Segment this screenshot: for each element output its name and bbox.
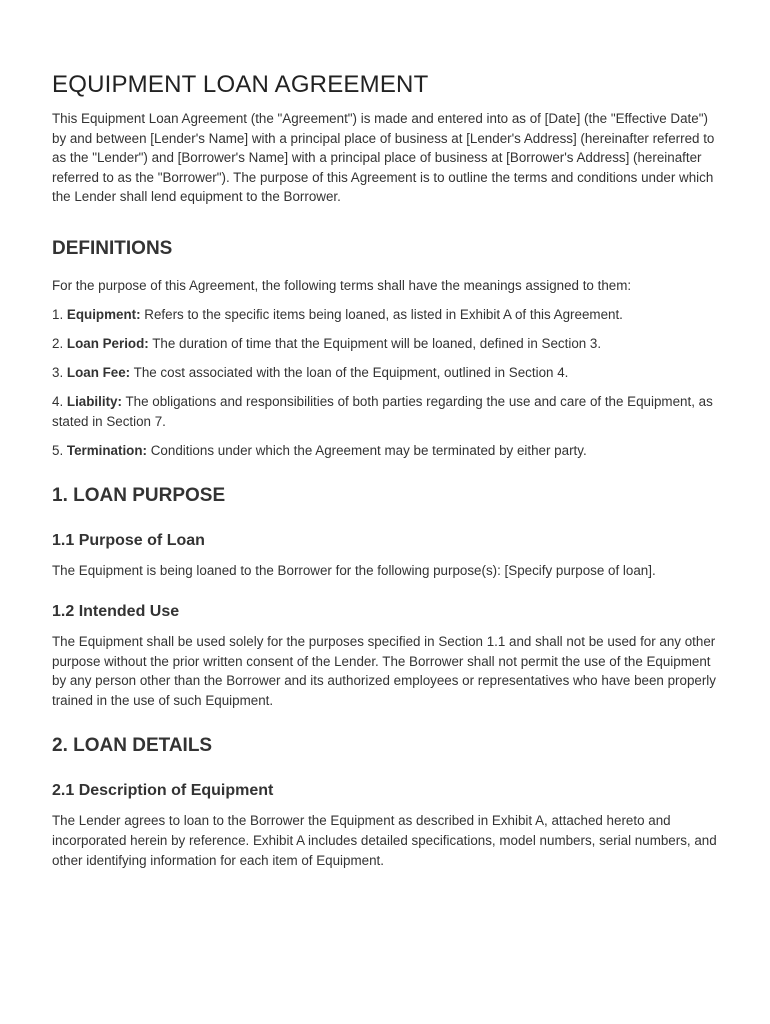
definition-text: The duration of time that the Equipment will be loaned, defined in Section 3. — [152, 335, 602, 351]
definition-item — [52, 441, 720, 461]
definition-term: Liability: — [66, 394, 122, 410]
section-1-heading: 1. LOAN PURPOSE — [52, 484, 226, 506]
section-2-heading: 2. LOAN DETAILS — [52, 735, 213, 757]
definition-item — [52, 334, 720, 354]
definition-text: The cost associated with the loan of the Equipment, outlined in Section 4. — [133, 364, 569, 380]
definition-number: 4. — [52, 394, 64, 410]
definitions-intro: For the purpose of this Agreement, the following terms shall have the meanings assigned to them: — [52, 277, 632, 293]
definition-number: 1. — [52, 306, 64, 322]
definitions-heading: DEFINITIONS — [52, 237, 173, 259]
definition-number: 5. — [52, 442, 64, 458]
definition-term: Equipment: — [66, 306, 141, 322]
definition-term: Loan Period: — [66, 335, 149, 351]
intro-paragraph: This Equipment Loan Agreement (the "Agreement") is made and entered into as of [Date] (the "Effective Date") by and between [Lender's Name] with a principal place of business at [Lender's Address] (hereinafter referred to as the "Lender") and [Borrower's Name] with a principal place of business at [Borrower's Address] (hereinafter referred to as the "Borrower"). The purpose of this Agreement is to outline the terms and conditions under which the Lender shall lend equipment to the Borrower. — [52, 111, 715, 205]
section-2-1-heading: 2.1 Description of Equipment — [52, 782, 274, 800]
section-1-2-heading: 1.2 Intended Use — [52, 603, 180, 621]
definition-text: The obligations and responsibilities of both parties regarding the use and care of the Equipment, as stated in Section 7. — [52, 394, 713, 429]
definition-item — [52, 392, 720, 431]
definition-text: Conditions under which the Agreement may be terminated by either party. — [150, 442, 587, 458]
section-1-2-text: The Equipment shall be used solely for the purposes specified in Section 1.1 and shall not be used for any other purpose without the prior written consent of the Lender. The Borrower shall not permit the use of the Equipment by any person other than the Borrower and its authorized employees or representatives who have been properly trained in the use of such Equipment. — [52, 634, 716, 708]
section-2-1-text: The Lender agrees to loan to the Borrower the Equipment as described in Exhibit A, attached hereto and incorporated herein by reference. Exhibit A includes detailed specifications, model numbers, serial numbers, and other identifying information for each item of Equipment. — [52, 813, 717, 868]
section-1-1-text: The Equipment is being loaned to the Borrower for the following purpose(s): [Specify purpose of loan]. — [52, 562, 656, 578]
definition-item — [52, 363, 720, 383]
definition-text: Refers to the specific items being loaned, as listed in Exhibit A of this Agreement. — [144, 306, 623, 322]
definition-term: Loan Fee: — [66, 364, 131, 380]
definition-number: 3. — [52, 364, 64, 380]
document-title: EQUIPMENT LOAN AGREEMENT — [52, 71, 429, 98]
definition-term: Termination: — [66, 442, 148, 458]
section-1-1-heading: 1.1 Purpose of Loan — [52, 531, 205, 549]
definition-item — [52, 305, 720, 325]
definition-number: 2. — [52, 335, 64, 351]
